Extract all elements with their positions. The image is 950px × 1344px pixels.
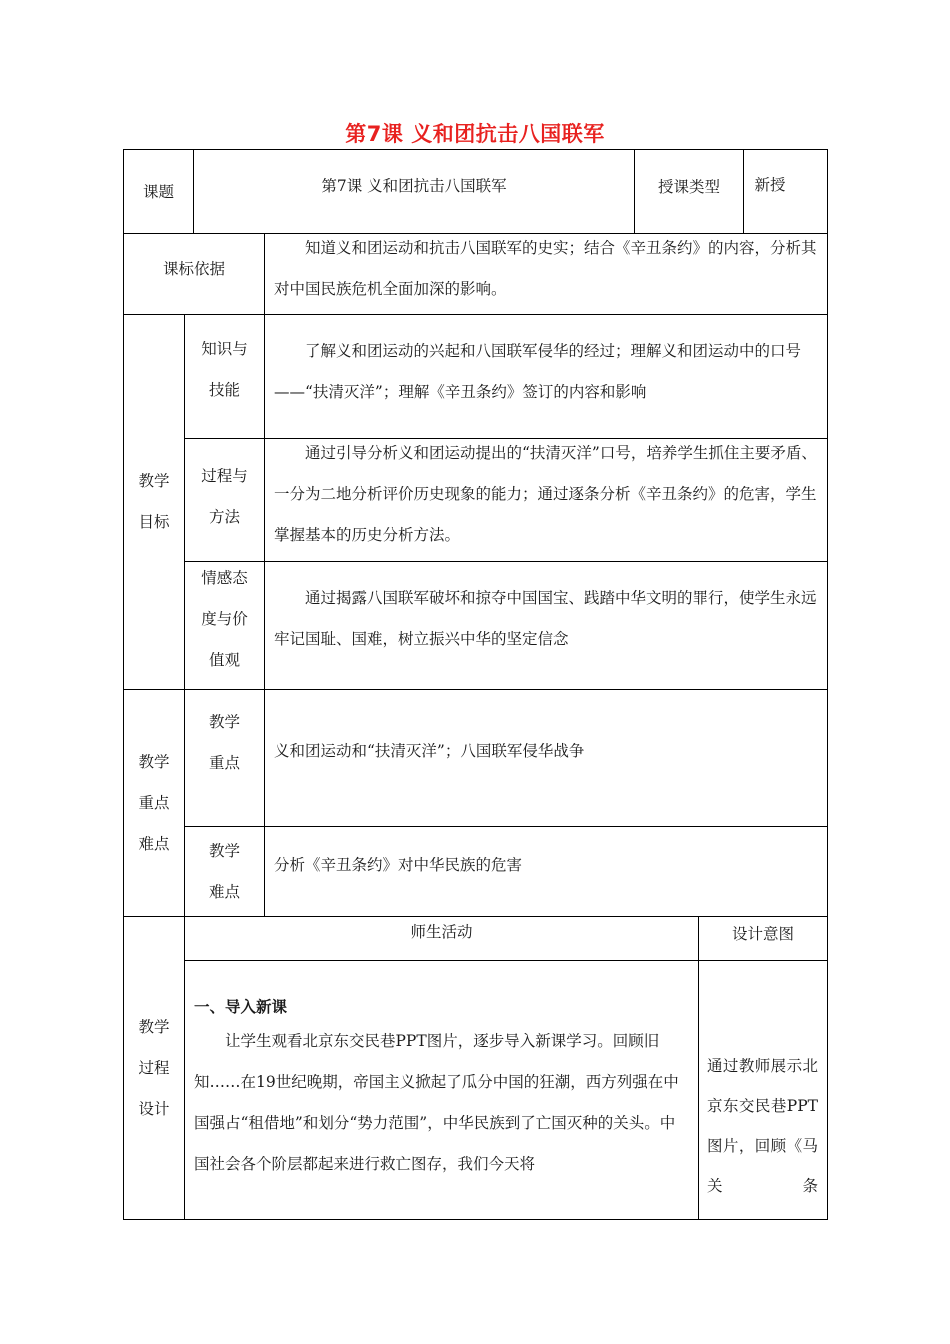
objective-process-text: 通过引导分析义和团运动提出的“扶清灭洋”口号，培养学生抓住主要矛盾、一分为二地分析评价历史现象的能力；通过逐条分析《辛丑条约》的危害，学生掌握基本的历史分析方法。 xyxy=(274,444,817,544)
standard-text: 知道义和团运动和抗击八国联军的史实；结合《辛丑条约》的内容，分析其对中国民族危机全面加深的影响。 xyxy=(274,239,817,298)
document-title: 第7课 义和团抗击八国联军 xyxy=(345,122,605,146)
objectives-label: 教学 目标 xyxy=(138,472,170,531)
design-intent-text: 通过教师展示北京东交民巷PPT图片，回顾《马关条 xyxy=(707,1057,818,1195)
difficult-point-text: 分析《辛丑条约》对中华民族的危害 xyxy=(274,856,523,874)
activity-column-header: 师生活动 xyxy=(410,923,473,941)
objective-emotion-label: 情感态 度与价 值观 xyxy=(201,568,248,669)
standard-label: 课标依据 xyxy=(162,260,225,278)
difficult-point-label: 教学 难点 xyxy=(208,841,240,901)
lesson-type-value: 新授 xyxy=(754,176,786,194)
objective-knowledge-label: 知识与 技能 xyxy=(201,339,248,399)
section-heading: 一、导入新课 xyxy=(194,998,288,1016)
keypoints-label: 教学 重点 难点 xyxy=(138,752,170,853)
topic-label: 课题 xyxy=(142,182,174,201)
topic-value: 第7课 义和团抗击八国联军 xyxy=(321,177,507,195)
important-point-label: 教学 重点 xyxy=(208,713,240,772)
objective-knowledge-text: 了解义和团运动的兴起和八国联军侵华的经过；理解义和团运动中的口号——“扶清灭洋”；理解《辛丑条约》签订的内容和影响 xyxy=(274,342,802,401)
objective-process-label: 过程与 方法 xyxy=(201,466,248,526)
section-body: 让学生观看北京东交民巷PPT图片，逐步导入新课学习。回顾旧知……在19世纪晚期，帝国主义掀起了瓜分中国的狂潮，西方列强在中国强占“租借地”和划分“势力范围”，中华民族到了亡国灭种的关头。中国社会各个阶层都起来进行救亡图存，我们今天将 xyxy=(194,1032,679,1173)
intent-column-header: 设计意图 xyxy=(731,924,794,943)
important-point-text: 义和团运动和“扶清灭洋”；八国联军侵华战争 xyxy=(274,742,585,760)
objective-emotion-text: 通过揭露八国联军破坏和掠夺中国国宝、践踏中华文明的罪行，使学生永远牢记国耻、国难，树立振兴中华的坚定信念 xyxy=(274,589,817,648)
process-label: 教学 过程 设计 xyxy=(138,1017,170,1118)
lesson-type-label: 授课类型 xyxy=(657,178,720,196)
